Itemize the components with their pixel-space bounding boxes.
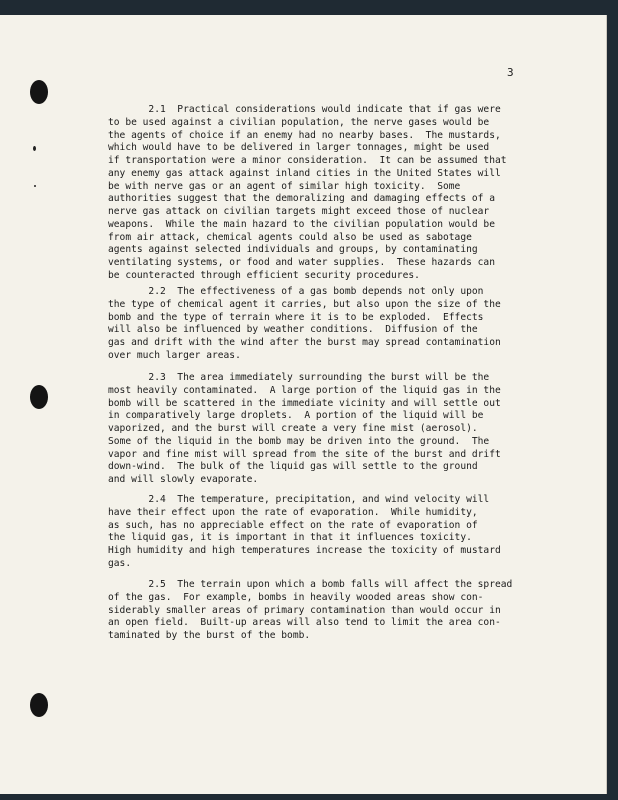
text-line: of the gas. For example, bombs in heavily wooded areas show con- [108,591,484,603]
paragraph-2-5 [108,579,512,643]
text-line: if transportation were a minor consideration. It can be assumed that [108,155,507,166]
text-line: vapor and fine mist will spread from the site of the burst and drift [108,448,501,460]
text-line: will also be influenced by weather conditions. Diffusion of the [108,324,478,336]
page-number: 3 [507,66,514,79]
text-line: 2.1 Practical considerations would indicate that if gas were [108,104,501,115]
text-line: gas and drift with the wind after the burst may spread contamination [108,337,501,348]
text-line: nerve gas attack on civilian targets might exceed those of nuclear [108,206,490,217]
text-line: and will slowly evaporate. [108,474,259,485]
text-line: in comparatively large droplets. A portion of the liquid will be [108,410,484,422]
text-line: down-wind. The bulk of the liquid gas will settle to the ground [108,461,478,473]
paragraph-2-3 [108,372,501,487]
text-line: the agents of choice if an enemy had no nearby bases. The mustards, [108,129,501,141]
text-line: an open field. Built-up areas will also tend to limit the area con- [108,617,501,629]
text-line: siderably smaller areas of primary contamination than would occur in [108,604,501,616]
text-line: most heavily contaminated. A large portion of the liquid gas in the [108,384,501,396]
text-line: to be used against a civilian population, the nerve gases would be [108,116,490,128]
text-line: the type of chemical agent it carries, but also upon the size of the [108,298,501,310]
text-line: bomb and the type of terrain where it is to be exploded. Effects [108,311,484,323]
margin-speck [34,185,36,187]
text-line: 2.3 The area immediately surrounding the burst will be the [108,372,490,383]
text-line: authorities suggest that the demoralizing and damaging effects of a [108,193,495,205]
text-line: weapons. While the main hazard to the civilian population would be [108,218,495,230]
text-line: bomb will be scattered in the immediate vicinity and will settle out [108,397,501,409]
paragraph-2-2 [108,286,501,363]
text-line: Some of the liquid in the bomb may be driven into the ground. The [108,435,490,447]
text-line: any enemy gas attack against inland cities in the United States will [108,167,501,179]
document-page [0,15,607,794]
text-line: ventilating systems, or food and water supplies. These hazards can [108,257,495,268]
punch-hole-bottom [30,693,48,717]
text-line: 2.2 The effectiveness of a gas bomb depends not only upon [108,286,484,297]
text-line: as such, has no appreciable effect on the rate of evaporation of [108,519,478,531]
text-line: vaporized, and the burst will create a very fine mist (aerosol). [108,423,478,434]
text-line: High humidity and high temperatures increase the toxicity of mustard [108,545,501,556]
text-line: be with nerve gas or an agent of similar high toxicity. Some [108,180,461,192]
punch-hole-middle [30,385,48,409]
text-line: be counteracted through efficient security procedures. [108,269,420,281]
text-line: 2.5 The terrain upon which a bomb falls will affect the spread [108,579,513,590]
text-line: the liquid gas, it is important in that it influences toxicity. [108,532,472,544]
text-line: 2.4 The temperature, precipitation, and wind velocity will [108,494,490,505]
text-line: gas. [108,557,132,569]
text-line: have their effect upon the rate of evaporation. While humidity, [108,506,478,518]
text-line: agents against selected individuals and groups, by contaminating [108,244,478,256]
text-line: from air attack, chemical agents could also be used as sabotage [108,231,472,243]
text-line: taminated by the burst of the bomb. [108,630,311,641]
paragraph-2-4 [108,494,501,571]
paragraph-2-1 [108,104,507,283]
text-line: over much larger areas. [108,349,241,361]
text-line: which would have to be delivered in larger tonnages, might be used [108,142,490,154]
punch-hole-top [30,80,48,104]
margin-speck [33,146,36,151]
